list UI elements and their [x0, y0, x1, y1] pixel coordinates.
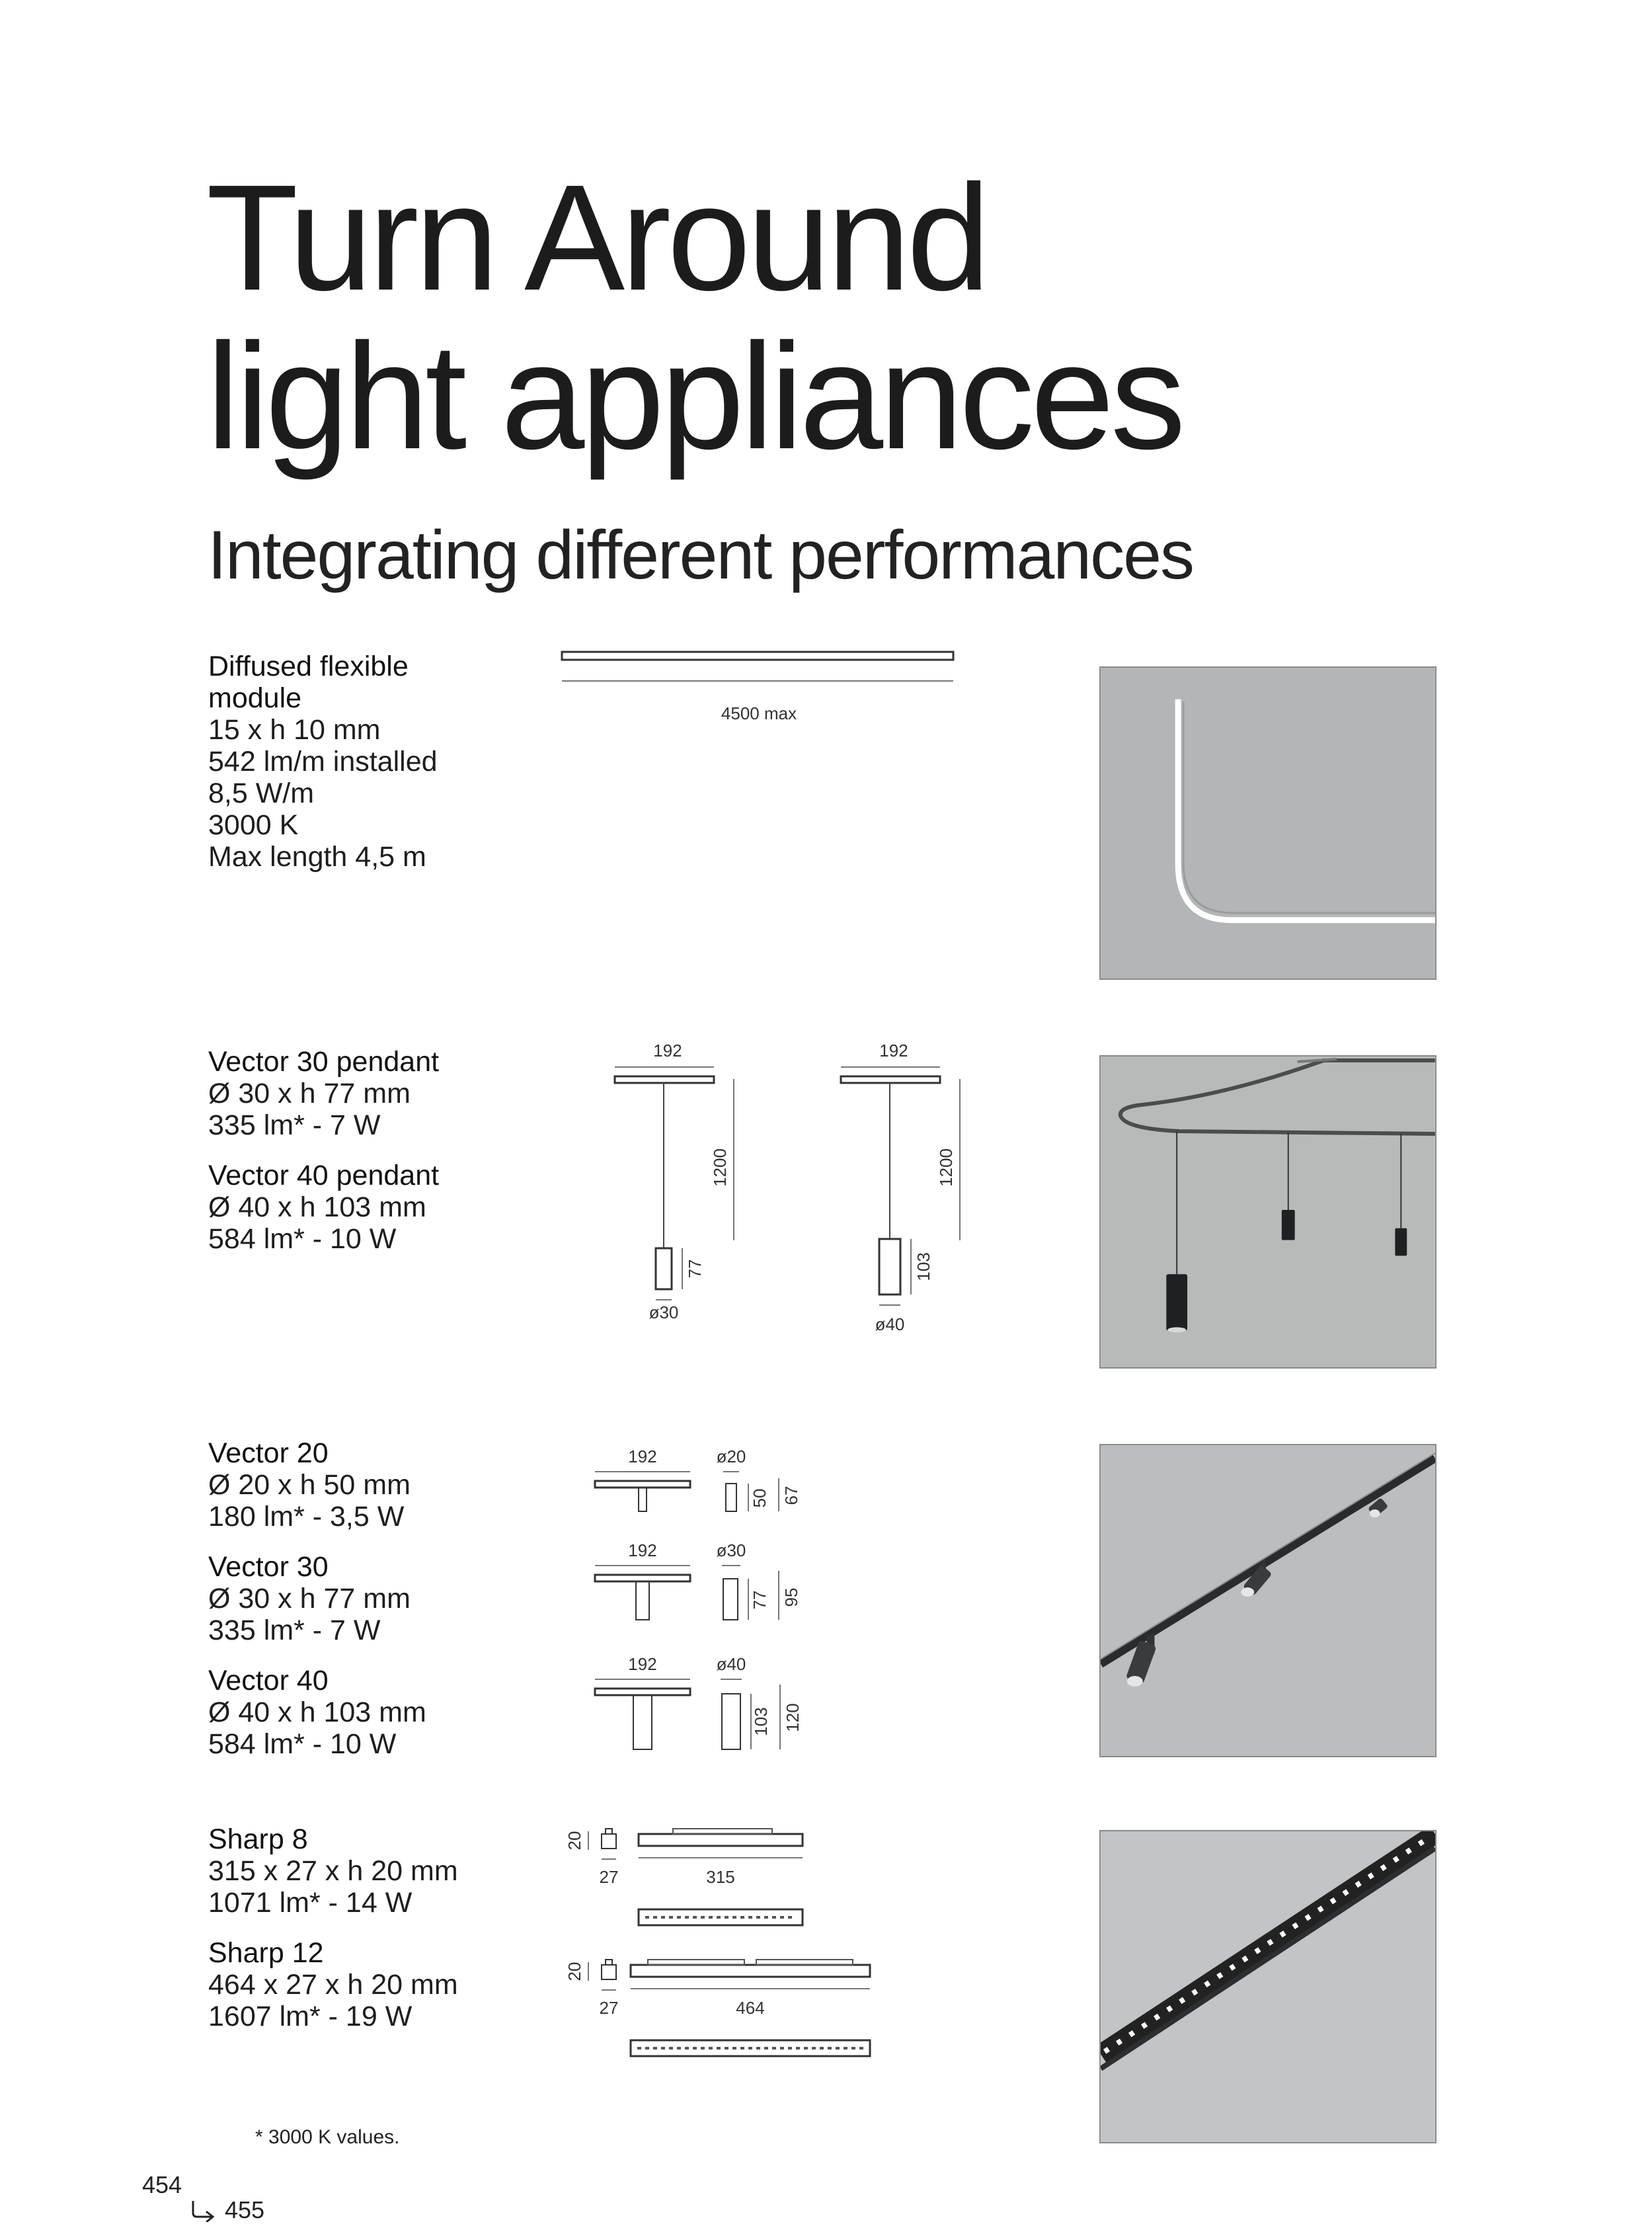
- spec-line: 335 lm* - 7 W: [208, 1109, 381, 1141]
- spec-line: 542 lm/m installed: [208, 746, 438, 777]
- dimension-label: 95: [781, 1587, 801, 1607]
- spec-line: Ø 20 x h 50 mm: [208, 1469, 411, 1501]
- spec-line: 584 lm* - 10 W: [208, 1223, 397, 1255]
- sharp12-drawing: [562, 1945, 886, 2064]
- spec-line: 1071 lm* - 14 W: [208, 1887, 413, 1919]
- photo-sharp: [1099, 1830, 1436, 2143]
- dimension-label: 192: [653, 1041, 682, 1060]
- product-name: Vector 20: [208, 1437, 329, 1469]
- product-name: Vector 40 pendant: [208, 1160, 440, 1191]
- spec-diffused: [208, 651, 438, 873]
- product-name: Sharp 8: [208, 1823, 308, 1855]
- dimension-label: 50: [750, 1488, 769, 1508]
- dimension-label: 4500 max: [721, 703, 797, 723]
- vector20-drawing: [592, 1445, 830, 1525]
- dimension-label: 27: [599, 1998, 619, 2018]
- spec-line: 3000 K: [208, 809, 299, 841]
- product-name: Sharp 12: [208, 1937, 324, 1969]
- spec-line: 180 lm* - 3,5 W: [208, 1501, 405, 1533]
- product-name: Vector 40: [208, 1665, 329, 1696]
- dimension-label: 20: [565, 1831, 584, 1851]
- page-number: 454: [142, 2171, 182, 2198]
- title-line-2: light appliances: [206, 313, 1182, 481]
- spec-line: 15 x h 10 mm: [208, 714, 381, 746]
- return-arrow-icon: [189, 2198, 218, 2222]
- dimension-label: 67: [781, 1486, 801, 1505]
- dimension-label: ø30: [649, 1302, 679, 1322]
- product-name: Diffused flexible: [208, 651, 409, 682]
- page-subtitle: Integrating different performances: [208, 517, 1193, 594]
- dimension-label: ø20: [716, 1447, 746, 1466]
- diffused-module-drawing: [561, 648, 957, 727]
- dimension-label: ø40: [875, 1314, 905, 1334]
- spec-vector30-pendant: [208, 1046, 439, 1255]
- dimension-label: ø30: [716, 1540, 746, 1560]
- footnote: * 3000 K values.: [255, 2126, 400, 2148]
- product-name: module: [208, 682, 302, 714]
- spec-vector-spots: [208, 1437, 426, 1760]
- page-title: [206, 154, 1182, 481]
- spec-line: 1607 lm* - 19 W: [208, 2001, 413, 2032]
- spec-line: Ø 40 x h 103 mm: [208, 1191, 426, 1223]
- vector40-pendant-drawing: [834, 1042, 993, 1353]
- dimension-label: 1200: [936, 1148, 956, 1187]
- dimension-label: 192: [628, 1654, 657, 1674]
- dimension-label: 27: [599, 1867, 619, 1887]
- dimension-label: 192: [628, 1447, 657, 1466]
- spec-line: 315 x 27 x h 20 mm: [208, 1855, 458, 1887]
- dimension-label: 464: [736, 1998, 765, 2018]
- product-name: Vector 30: [208, 1551, 329, 1583]
- dimension-label: 192: [879, 1041, 908, 1060]
- photo-vector-pendants: [1099, 1055, 1436, 1369]
- dimension-label: 1200: [710, 1148, 730, 1187]
- dimension-label: 315: [706, 1867, 735, 1887]
- spec-line: Ø 40 x h 103 mm: [208, 1696, 426, 1728]
- spec-line: 335 lm* - 7 W: [208, 1614, 381, 1646]
- product-name: Vector 30 pendant: [208, 1046, 440, 1078]
- dimension-label: 192: [628, 1540, 657, 1560]
- dimension-label: 20: [565, 1962, 584, 1981]
- spec-line: Ø 30 x h 77 mm: [208, 1583, 411, 1614]
- spec-line: 584 lm* - 10 W: [208, 1728, 397, 1760]
- spec-line: 464 x 27 x h 20 mm: [208, 1969, 458, 2001]
- dimension-label: 77: [685, 1259, 705, 1279]
- dimension-label: 77: [750, 1590, 769, 1610]
- next-page-link[interactable]: [189, 2196, 264, 2224]
- photo-vector-spots: [1099, 1444, 1436, 1757]
- vector40-drawing: [592, 1653, 830, 1765]
- dimension-label: ø40: [716, 1654, 746, 1674]
- vector30-drawing: [592, 1539, 830, 1632]
- spec-line: 8,5 W/m: [208, 777, 315, 809]
- dimension-label: 103: [751, 1707, 771, 1736]
- sharp8-drawing: [562, 1819, 820, 1938]
- dimension-label: 120: [783, 1703, 803, 1732]
- vector30-pendant-drawing: [608, 1042, 767, 1346]
- spec-line: Max length 4,5 m: [208, 841, 426, 873]
- spec-line: Ø 30 x h 77 mm: [208, 1078, 411, 1109]
- spec-sharp: [208, 1823, 458, 2032]
- next-page-number: 455: [225, 2196, 265, 2223]
- photo-diffused-module: [1099, 666, 1436, 980]
- dimension-label: 103: [914, 1252, 933, 1281]
- title-line-1: Turn Around: [206, 154, 987, 322]
